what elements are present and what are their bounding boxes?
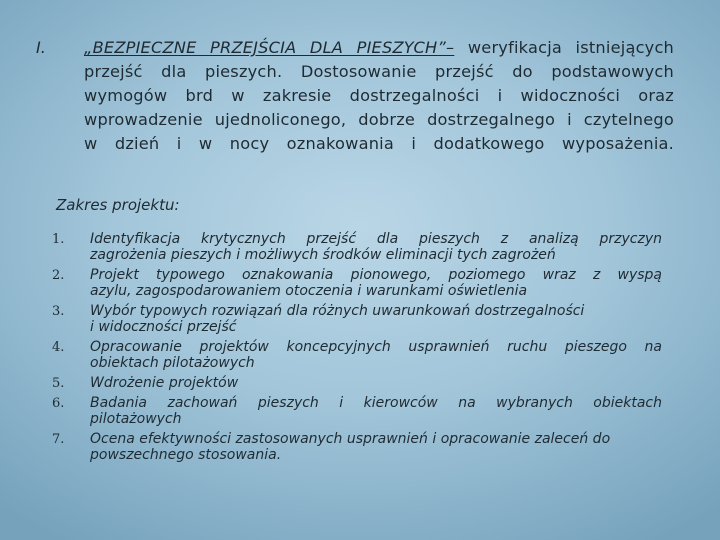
list-item-line: i widoczności przejść <box>90 318 237 335</box>
section-line-5: w dzień i w nocy oznakowania i dodatkowego wyposażenia. <box>84 134 674 153</box>
list-item-line: azylu, zagospodarowaniem otoczenia i warunkami oświetlenia <box>90 282 528 299</box>
section-line-1 <box>84 36 674 60</box>
section-line-4: wprowadzenie ujednoliconego, dobrze dostrzegalnego i czytelnego <box>84 110 674 129</box>
list-item-line: Opracowanie projektów koncepcyjnych usprawnień ruchu pieszego na <box>90 338 662 355</box>
list-item-number: 2. <box>52 267 65 283</box>
scope-list <box>52 232 662 464</box>
list-item-number: 5. <box>52 375 65 391</box>
scope-heading: Zakres projektu: <box>56 196 180 214</box>
list-item-line: Badania zachowań pieszych i kierowców na wybranych obiektach <box>90 395 662 412</box>
list-item <box>52 232 662 263</box>
section-line-1-rest: weryfikacja istniejących <box>454 38 675 57</box>
list-item-line: Wybór typowych rozwiązań dla różnych uwarunkowań dostrzegalności <box>90 302 585 319</box>
list-item-number: 3. <box>52 303 65 319</box>
list-item-line: powszechnego stosowania. <box>90 446 282 463</box>
section-line-3: wymogów brd w zakresie dostrzegalności i widoczności oraz <box>84 86 674 105</box>
list-item-text <box>90 396 662 427</box>
list-item-number: 4. <box>52 339 65 355</box>
list-item-line: pilotażowych <box>90 410 182 427</box>
list-item-line: Identyfikacja krytycznych przejść dla pieszych z analizą przyczyn <box>90 231 662 247</box>
list-item-line: Projekt typowego oznakowania pionowego, poziomego wraz z wyspą <box>90 266 662 283</box>
list-item-text <box>90 268 662 299</box>
list-item <box>52 304 662 335</box>
list-item-number: 1. <box>52 232 65 247</box>
list-item-text <box>90 432 662 463</box>
list-item-text <box>90 304 662 335</box>
list-item-text <box>90 376 662 392</box>
section-paragraph <box>84 36 674 156</box>
section-number: I. <box>36 38 46 57</box>
list-item-line: obiektach pilotażowych <box>90 354 255 371</box>
list-item-number: 7. <box>52 432 65 448</box>
section-title: „BEZPIECZNE PRZEJŚCIA DLA PIESZYCH”– <box>84 38 455 57</box>
list-item-line: zagrożenia pieszych i możliwych środków eliminacji tych zagrożeń <box>90 246 556 263</box>
list-item <box>52 396 662 427</box>
list-item-line: Wdrożenie projektów <box>90 374 239 391</box>
list-item-text <box>90 340 662 371</box>
list-item <box>52 432 662 463</box>
list-item <box>52 340 662 371</box>
section-line-2: przejść dla pieszych. Dostosowanie przejść do podstawowych <box>84 62 674 81</box>
list-item <box>52 376 662 392</box>
list-item <box>52 268 662 299</box>
list-item-text <box>90 232 662 263</box>
list-item-number: 6. <box>52 396 65 412</box>
list-item-line: Ocena efektywności zastosowanych usprawnień i opracowanie zaleceń do <box>90 431 611 448</box>
